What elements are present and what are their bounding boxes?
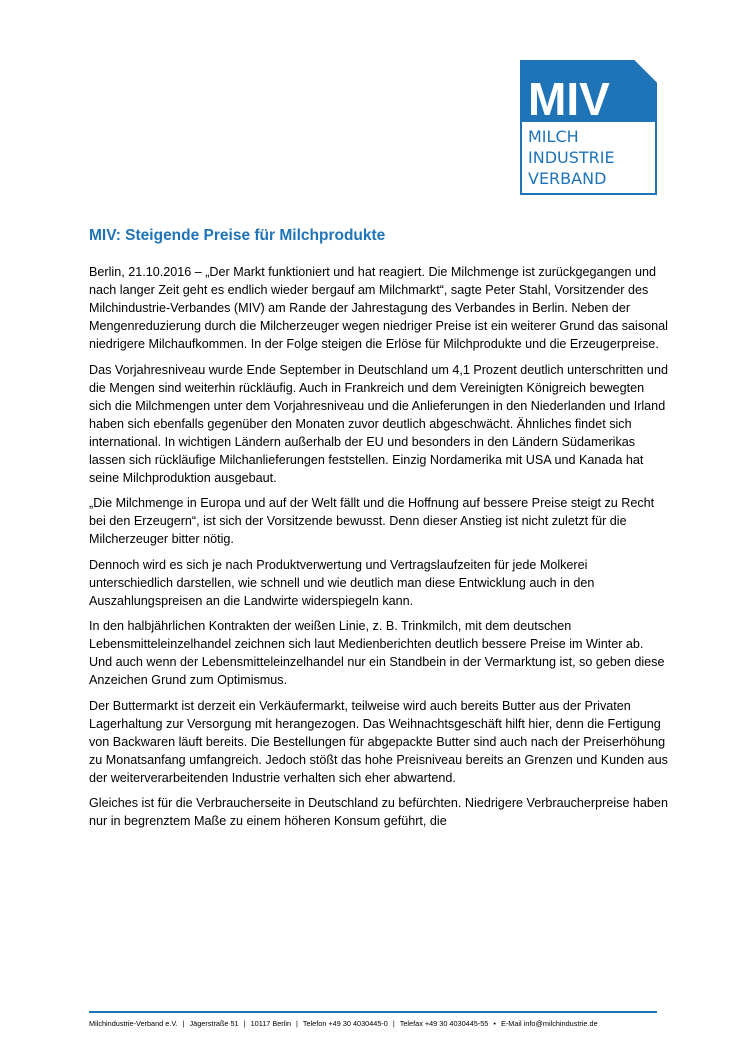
paragraph: Gleiches ist für die Verbraucherseite in Deutschland zu befürchten. Niedrigere Verbraucherpreise haben nur in begrenztem Maße zu einem höheren Konsum geführt, die — [89, 796, 668, 828]
footer — [89, 1019, 669, 1028]
paragraph: Der Buttermarkt ist derzeit ein Verkäufermarkt, teilweise wird auch bereits Butter aus der Privaten Lagerhaltung zur Versorgung mit herangezogen. Das Weihnachtsgeschäft hilft hier, denn die Fertigung von Backwaren läuft bereits. Die Bestellungen für abgepackte Butter sind auch nach der Preiserhöhung zu Monatsanfang umfangreich. Jedoch stößt das hohe Preisniveau bereits an Grenzen und Kunden aus der weiterverarbeitenden Industrie verhalten sich eher abwartend. — [89, 698, 668, 785]
miv-logo — [520, 60, 657, 195]
logo-line1: MILCH — [528, 127, 579, 146]
logo-line2: INDUSTRIE — [528, 148, 615, 167]
paragraph: „Die Milchmenge in Europa und auf der Welt fällt und die Hoffnung auf bessere Preise steigt zu Recht bei den Erzeugern“, ist sich der Vorsitzende bewusst. Denn dieser Anstieg ist nicht zuletzt für die Milcherzeuger bitter nötig. — [89, 496, 655, 546]
footer-separator: | — [243, 1019, 246, 1028]
footer-separator: | — [296, 1019, 298, 1028]
footer-city: 10117 Berlin — [250, 1019, 292, 1028]
logo-line3: VERBAND — [528, 169, 607, 188]
paragraph: In den halbjährlichen Kontrakten der weißen Linie, z. B. Trinkmilch, mit dem deutschen Lebensmitteleinzelhandel zeichnen sich laut Medienberichten deutlich bessere Preise im Winter ab. Und auch wenn der Lebensmitteleinzelhandel nur ein Standbein in der Vermarktung ist, so geben diese Anzeichen Grund zum Optimismus. — [89, 619, 665, 687]
footer-bullet: • — [493, 1019, 496, 1028]
logo-big-text: MIV — [528, 73, 610, 125]
footer-separator: | — [182, 1019, 185, 1028]
footer-org: Milchindustrie-Verband e.V. — [89, 1019, 178, 1028]
paragraph: Dennoch wird es sich je nach Produktverwertung und Vertragslaufzeiten für jede Molkerei unterschiedlich darstellen, wie schnell und wie deutlich man diese Entwicklung auch in den Auszahlungspreisen an die Landwirte widerspiegeln kann. — [89, 557, 595, 608]
footer-phone: Telefon +49 30 4030445-0 — [302, 1019, 388, 1028]
article-body — [89, 263, 669, 838]
paragraph: Das Vorjahresniveau wurde Ende September in Deutschland um 4,1 Prozent deutlich unterschritten und die Mengen sind weiterhin rückläufig. Auch in Frankreich und dem Vereinigten Königreich bewegten sich die Milchmengen unter dem Vorjahresniveau und die Anlieferungen in den Niederlanden und Irland haben sich ebenfalls gegenüber den Monaten zuvor deutlich abgeschwächt. Ähnliches findet sich international. In wichtigen Ländern außerhalb der EU und besonders in den Ländern Südamerikas lassen sich rückläufige Milchanlieferungen feststellen. Einzig Nordamerika mit USA und Kanada hat seine Milchproduktion ausgebaut. — [89, 362, 668, 485]
footer-street: Jägerstraße 51 — [189, 1019, 239, 1028]
miv-logo-graphic — [520, 60, 657, 195]
footer-separator: | — [392, 1019, 395, 1028]
footer-fax: Telefax +49 30 4030445-55 — [399, 1019, 489, 1028]
footer-email[interactable]: E-Mail info@milchindustrie.de — [501, 1019, 598, 1028]
press-release-title: MIV: Steigende Preise für Milchprodukte — [89, 227, 386, 244]
footer-divider — [89, 1011, 657, 1013]
paragraph: Berlin, 21.10.2016 – „Der Markt funktioniert und hat reagiert. Die Milchmenge ist zurückgegangen und nach langer Zeit geht es endlich wieder bergauf am Milchmarkt“, sagte Peter Stahl, Vorsitzender des Milchindustrie-Verbandes (MIV) am Rande der Jahrestagung des Verbandes in Berlin. Neben der Mengenreduzierung durch die Milcherzeuger wegen niedriger Preise ist ein weiterer Grund das saisonal niedrigere Milchaufkommen. In der Folge steigen die Erlöse für Milchprodukte und die Erzeugerpreise. — [89, 265, 668, 351]
